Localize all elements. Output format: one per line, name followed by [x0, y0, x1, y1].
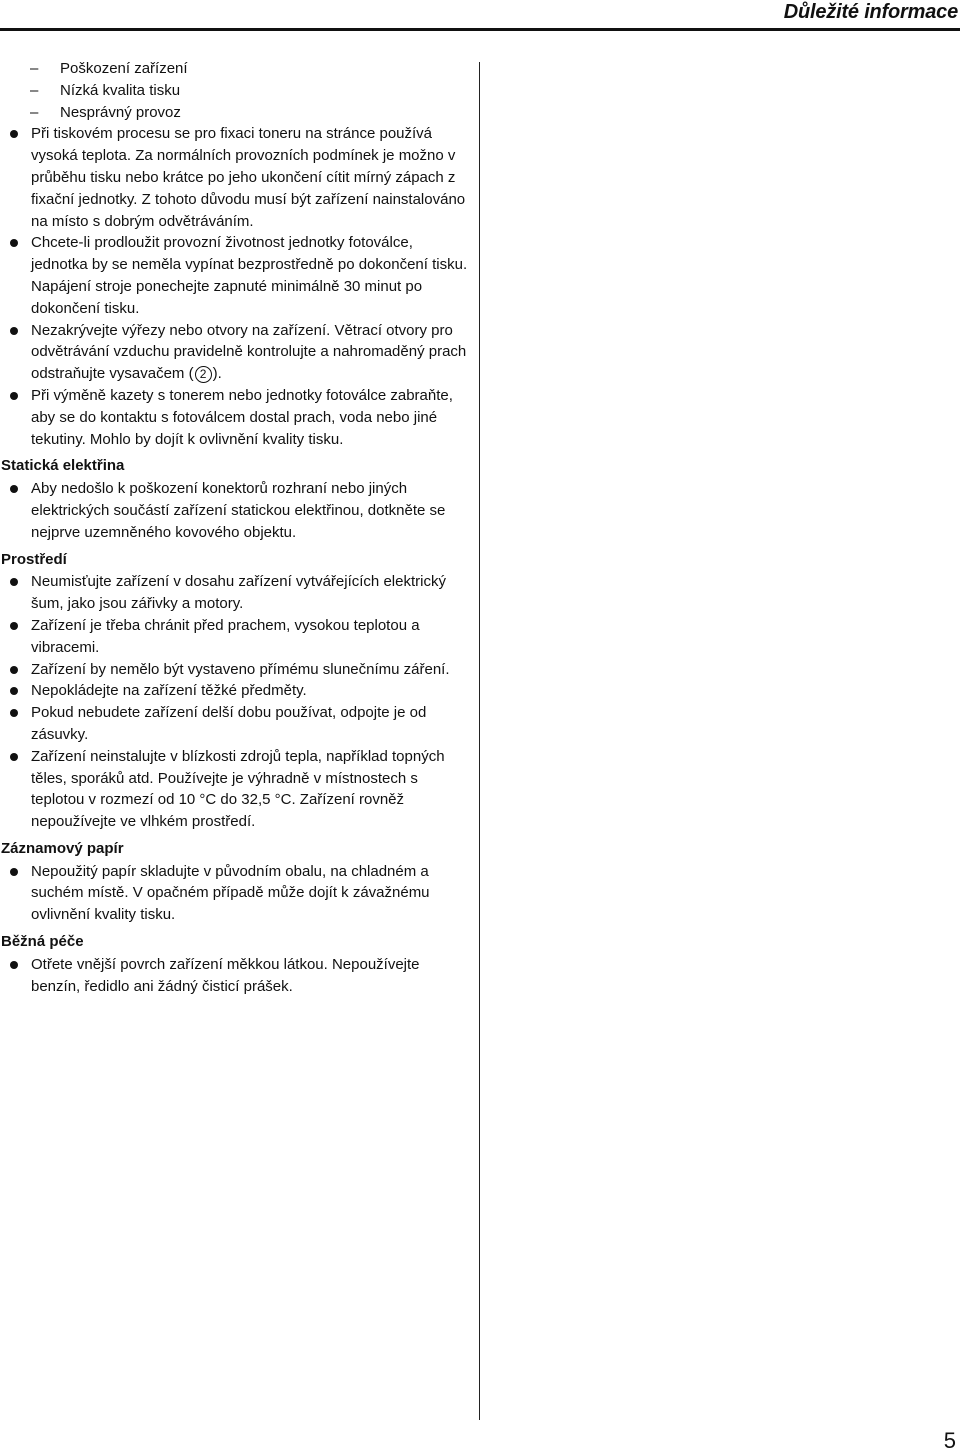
bullet-icon [10, 666, 18, 674]
bullet-text: Při tiskovém procesu se pro fixaci toneru na stránce používá vysoká teplota. Za normálních provozních podmínek je možno v průběhu tisku nebo krátce po jeho ukončení cítit mírný zápach z fixační jednotky. Z tohoto důvodu musí být zařízení nainstalováno na místo s dobrým odvětráváním. [31, 125, 466, 230]
bullet-item [0, 478, 470, 543]
bullet-text: Aby nedošlo k poškození konektorů rozhraní nebo jiných elektrických součástí zařízení statickou elektřinou, dotkněte se nejprve uzemněného kovového objektu. [31, 480, 446, 541]
header-rule [0, 28, 960, 31]
bullet-icon [10, 961, 18, 969]
bullet-item [0, 385, 470, 450]
bullet-item [0, 615, 470, 659]
bullet-text: Nepokládejte na zařízení těžké předměty. [31, 682, 307, 700]
bullet-icon [10, 485, 18, 493]
list-item [0, 102, 470, 124]
circled-number-icon: 2 [195, 366, 212, 383]
bullet-icon [10, 130, 18, 138]
dash-marker: – [30, 103, 39, 121]
bullet-item [0, 571, 470, 615]
bullet-item [0, 861, 470, 926]
page-number: 5 [943, 1428, 956, 1453]
dash-marker: – [30, 81, 39, 99]
bullet-text: Neumisťujte zařízení v dosahu zařízení vytvářejících elektrický šum, jako jsou zářivky a motory. [31, 573, 446, 613]
bullet-item [0, 123, 470, 232]
list-item-text: Nízká kvalita tisku [60, 81, 181, 99]
bullet-text: Při výměně kazety s tonerem nebo jednotky fotoválce zabraňte, aby se do kontaktu s fotoválcem dostal prach, voda nebo jiné tekutiny. Mohlo by dojít k ovlivnění kvality tisku. [31, 386, 453, 448]
bullet-item [0, 659, 470, 681]
bullet-icon [10, 392, 18, 400]
list-item [0, 58, 470, 80]
bullet-text: Pokud nebudete zařízení delší dobu používat, odpojte je od zásuvky. [31, 704, 427, 743]
bullet-text: Zařízení by nemělo být vystaveno přímému slunečnímu záření. [31, 660, 450, 678]
bullet-icon [10, 687, 18, 695]
header-title: Důležité informace [783, 1, 958, 23]
bullet-text: Zařízení je třeba chránit před prachem, vysokou teplotou a vibracemi. [31, 616, 420, 656]
bullet-icon [10, 622, 18, 630]
bullet-icon [10, 327, 18, 335]
bullet-text: Zařízení neinstalujte v blízkosti zdrojů tepla, například topných těles, sporáků atd. Používejte je výhradně v místnostech s teplotou v rozmezí od 10 °C do 32,5 °C. Zařízení rovněž nepoužívejte ve vlhkém prostředí. [31, 747, 445, 831]
list-item-text: Nesprávný provoz [60, 103, 181, 121]
section-heading-paper: Záznamový papír [1, 839, 124, 857]
dash-marker: – [30, 60, 39, 77]
left-column [0, 58, 470, 997]
bullet-icon [10, 868, 18, 876]
list-item-text: Poškození zařízení [60, 60, 188, 77]
bullet-text: Nepoužitý papír skladujte v původním obalu, na chladném a suchém místě. V opačném případě může dojít k závažnému ovlivnění kvality tisku. [31, 862, 430, 924]
bullet-item [0, 680, 470, 702]
bullet-text-part: ). [212, 365, 222, 383]
bullet-text-part: Nezakrývejte výřezy nebo otvory na zařízení. Větrací otvory pro odvětrávání vzduchu pravidelně kontrolujte a nahromaděný prach odstraňujte vysavačem ( [31, 321, 467, 383]
bullet-icon [10, 239, 18, 247]
bullet-text [31, 322, 466, 383]
section-heading-care: Běžná péče [1, 933, 84, 951]
bullet-icon [10, 753, 18, 761]
section-heading-static: Statická elektřina [1, 457, 125, 475]
section-heading-environment: Prostředí [1, 550, 67, 568]
bullet-text: Chcete-li prodloužit provozní životnost jednotky fotoválce, jednotka by se neměla vypínat bezprostředně po dokončení tisku. Napájení stroje ponechejte zapnuté minimálně 30 minut po dokončení tisku. [31, 234, 468, 317]
bullet-icon [10, 709, 18, 717]
page-header [0, 0, 960, 30]
bullet-item [0, 232, 470, 319]
bullet-text: Otřete vnější povrch zařízení měkkou látkou. Nepoužívejte benzín, ředidlo ani žádný čisticí prášek. [31, 955, 420, 995]
bullet-item [0, 702, 470, 746]
bullet-icon [10, 578, 18, 586]
column-divider [479, 62, 480, 1420]
list-item [0, 80, 470, 102]
bullet-item [0, 320, 470, 385]
bullet-item [0, 746, 470, 833]
bullet-item [0, 954, 470, 998]
